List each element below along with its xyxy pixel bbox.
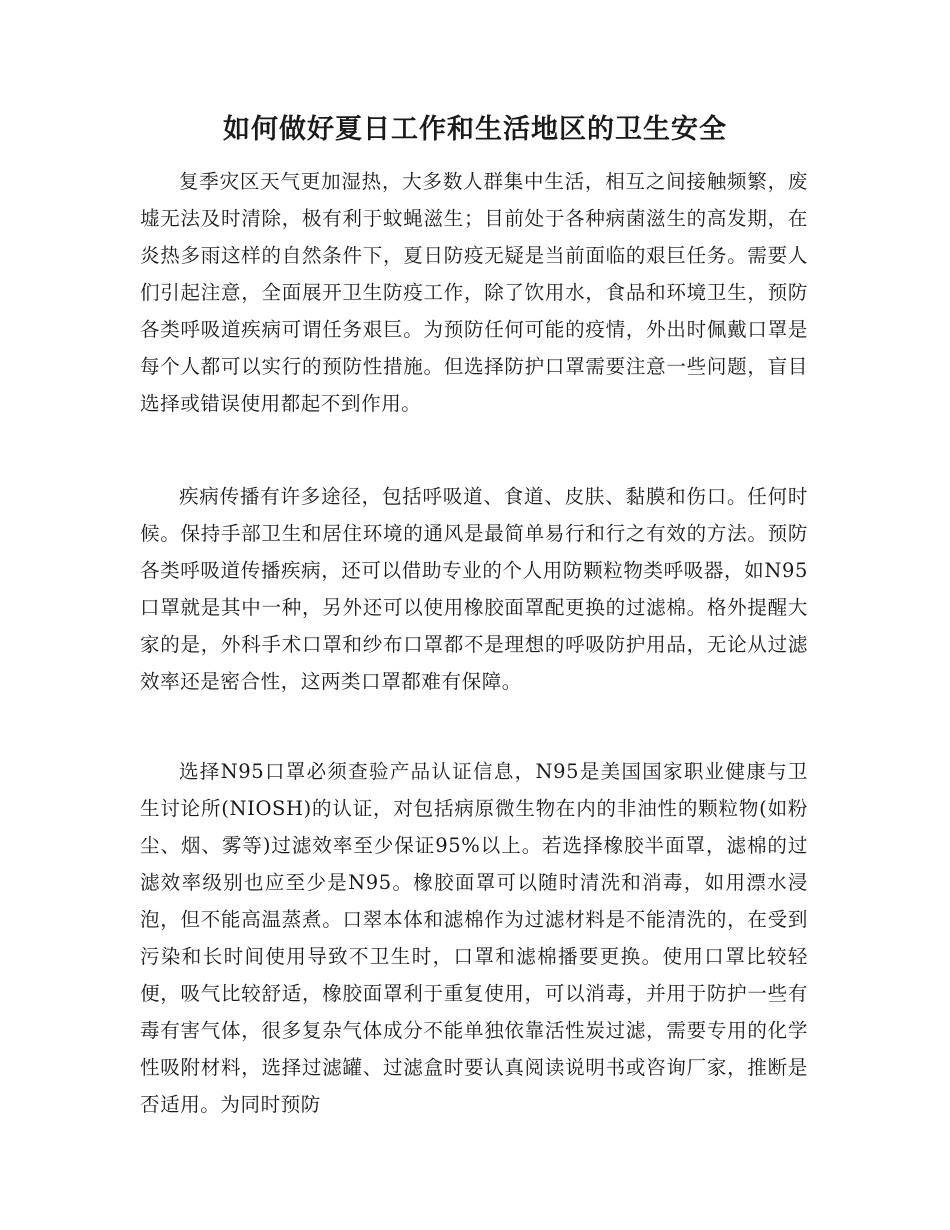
paragraph-3: 选择N95口罩必须查验产品认证信息，N95是美国国家职业健康与卫生讨论所(NIOSH)的认证，对包括病原微生物在内的非油性的颗粒物(如粉尘、烟、雾等)过滤效率至少保证95%以上。若选择橡胶半面罩，滤棉的过滤效率级别也应至少是N95。橡胶面罩可以随时清洗和消毒，如用漂水浸泡，但不能高温蒸煮。口翠本体和滤棉作为过滤材料是不能清洗的，在受到污染和长时间使用导致不卫生时，口罩和滤棉播要更换。使用口罩比较轻便，吸气比较舒适，橡胶面罩利于重复使用，可以消毒，并用于防护一些有毒有害气体，很多复杂气体成分不能单独依靠活性炭过滤，需要专用的化学性吸附材料，选择过滤罐、过滤盒时要认真阅读说明书或咨询厂家，推断是否适用。为同时预防	[140, 760, 808, 1116]
paragraph-2: 疾病传播有许多途径，包括呼吸道、食道、皮肤、黏膜和伤口。任何时候。保持手部卫生和居住环境的通风是最简单易行和行之有效的方法。预防各类呼吸道传播疾病，还可以借助专业的个人用防颗粒物类呼吸器，如N95口罩就是其中一种，另外还可以使用橡胶面罩配更换的过滤棉。格外提醒大家的是，外科手术口罩和纱布口罩都不是理想的呼吸防护用品，无论从过滤效率还是密合性，这两类口罩都难有保障。	[140, 485, 808, 693]
paragraph-1: 复季灾区天气更加湿热，大多数人群集中生活，相互之间接触频繁，废墟无法及时清除，极有利于蚊蝇滋生；目前处于各种病菌滋生的高发期，在炎热多雨这样的自然条件下，夏日防疫无疑是当前面临的艰巨任务。需要人们引起注意，全面展开卫生防疫工作，除了饮用水，食品和环境卫生，预防各类呼吸道疾病可谓任务艰巨。为预防任何可能的疫情，外出时佩戴口罩是每个人都可以实行的预防性措施。但选择防护口罩需要注意一些问题，盲目选择或错误使用都起不到作用。	[140, 170, 808, 415]
document-title: 如何做好夏日工作和生活地区的卫生安全	[223, 114, 727, 145]
